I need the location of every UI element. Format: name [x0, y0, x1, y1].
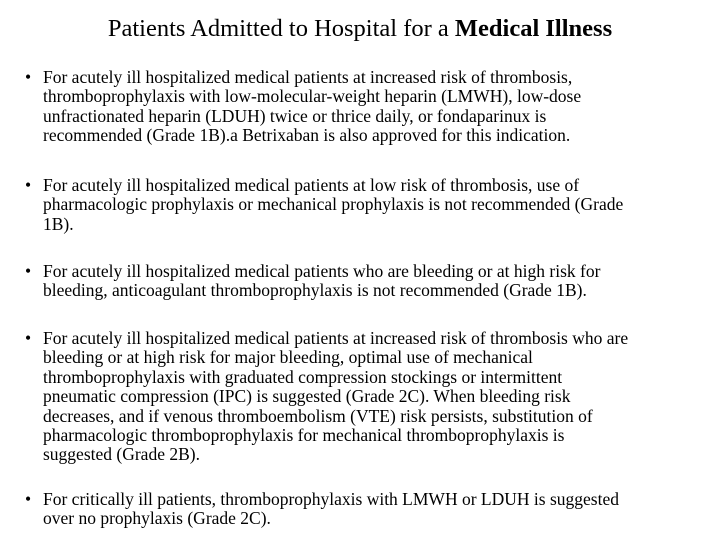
list-item-text: For critically ill patients, thromboprophylaxis with LMWH or LDUH is suggested over no prophylaxis (Grade 2C). [43, 489, 619, 529]
bullet-icon: • [25, 261, 32, 281]
list-item-text: For acutely ill hospitalized medical patients at low risk of thrombosis, use of pharmacologic prophylaxis or mechanical prophylaxis is not recommended (Grade 1B). [43, 175, 624, 234]
list-item-text: For acutely ill hospitalized medical patients at increased risk of thrombosis who are bleeding or at high risk for major bleeding, optimal use of mechanical thromboprophylaxis with graduated compression stockings or intermittent pneumatic compression (IPC) is suggested (Grade 2C). When bleeding risk decreases, and if venous thromboembolism (VTE) risk persists, substitution of pharmacologic thromboprophylaxis for mechanical thromboprophylaxis is suggested (Grade 2B). [43, 328, 629, 465]
bullet-icon: • [25, 489, 32, 509]
list-item-text: For acutely ill hospitalized medical patients at increased risk of thrombosis, thromboprophylaxis with low-molecular-weight heparin (LMWH), low-dose unfractionated heparin (LDUH) twice or thrice daily, or fondaparinux is recommended (Grade 1B).a Betrixaban is also approved for this indication. [43, 67, 582, 146]
bullet-icon: • [25, 67, 32, 87]
bullet-icon: • [25, 328, 32, 348]
list-item-text: For acutely ill hospitalized medical patients who are bleeding or at high risk for bleeding, anticoagulant thromboprophylaxis is not recommended (Grade 1B). [43, 261, 601, 301]
page-title-emphasis: Medical Illness [454, 15, 613, 42]
bullet-icon: • [25, 175, 32, 195]
page-title-prefix: Patients Admitted to Hospital for a [107, 15, 455, 42]
